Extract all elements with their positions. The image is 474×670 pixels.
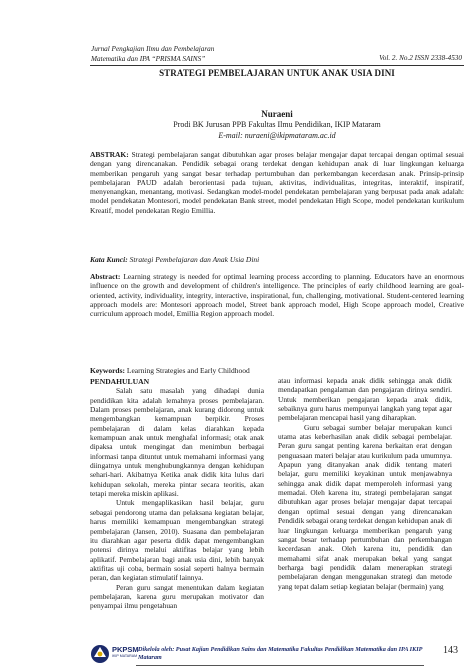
paragraph: Salah satu masalah yang dihadapi dunia pendidikan kita adalah lemahnya proses pembelajaran. Dalam proses pembelajaran, anak kurang didorong untuk mengembangkan kemampuan berpikir. Proses pembelajaran di dalam kelas diarahkan kepada kemampuan anak untuk menghafal informasi; otak anak dipaksa untuk mengingat dan menimbun berbagai informasi tanpa dituntut untuk memahami informasi yang diingatnya untuk menghubungkannya dengan kehidupan sehari-hari. Akibatnya Ketika anak didik kita lulus dari kehidupan sekolah, mereka pintar secara teoritis, akan tetapi mereka miskin aplikasi. (90, 386, 264, 499)
body-column-left (90, 376, 264, 611)
abstrak-text: Strategi pembelajaran sangat dibutuhkan agar proses belajar mengajar dapat tercapai dengan optimal sesuai dengan yang direncanakan. Pendidik sebagai orang terdekat dengan kehidupan anak di luar lingkungan keluarga memberikan pengaruh yang sangat besar terhadap pertumbuhan dan perkembangan kecerdasan anak. Prinsip-prinsip pembelajaran PAUD adalah berorientasi pada tujuan, aktivitas, individualitas, integritas, interaktif, inspiratif, menyenangkan, menantang, motivasi. Sedangkan model-model pendekatan pembelajaran yang berpusat pada anak adalah: model pendekatan Montesori, model pendekatan Bank street, model pendekatan High Scope, model pendekatan kurikulum Kreatif, model pendekatan Regio Emillia. (90, 150, 465, 215)
author-email: E-mail: nuraeni@ikipmataram.ac.id (218, 131, 336, 140)
pkpsm-emblem-icon (90, 643, 110, 665)
keywords-block (90, 366, 464, 375)
footer-note: Dikelola oleh: Pusat Kajian Pendidikan Sains dan Matematika Fakultas Pendidikan Matematika dan IPA IKIP Mataram (138, 646, 423, 661)
paragraph: atau informasi kepada anak didik sehingga anak didik mendapatkan pengalaman dan pengajaran dirinya sendiri. Untuk memberikan pengajaran kepada anak didik, sebaiknya guru harus mempunyai langkah yang tepat agar pembelajaran mencapai hasil yang diharapkan. (278, 376, 452, 423)
journal-header (91, 44, 214, 64)
journal-name-line1: Jurnal Pengkajian Ilmu dan Pembelajaran (91, 45, 215, 53)
kata-kunci-label: Kata Kunci: (90, 255, 128, 264)
abstrak-block (90, 150, 464, 215)
paragraph: Guru sebagai sumber belajar merupakan kunci utama atas keberhasilan anak didik sebagai pembelajar. Peran guru sangat penting karena berkaitan erat dengan penguasaan materi belajar atau kurikulum pada umumnya. Apapun yang ditanyakan anak didik tentang materi belajar, guru memiliki keyakinan untuk menjawabnya sehingga anak didik dapat memperoleh informasi yang memadai. Oleh karena itu, strategi pembelajaran sangat dibutuhkan agar proses belajar mengajar dapat tercapai dengan optimal sesuai dengan yang direncanakan Pendidik sebagai orang terdekat dengan kehidupan anak di luar lingkungan keluarga memberikan pengaruh yang sangat besar terhadap pertumbuhan dan perkembangan kecerdasan anak. Oleh karena itu, pendidik dan memahami sifat anak merupakan bekal yang sangat berharga bagi pendidik dalam menerapkan strategi pembelajaran dengan menggunakan strategi dan metode yang tepat dalam setiap kegiatan belajar (bermain) yang (278, 422, 452, 591)
pkpsm-logo (90, 643, 139, 665)
page-number: 143 (443, 645, 458, 656)
author-affiliation: Prodi BK Jurusan PPB Fakultas Ilmu Pendidikan, IKIP Mataram (173, 120, 381, 129)
article-title: STRATEGI PEMBELAJARAN UNTUK ANAK USIA DINI (159, 68, 395, 78)
kata-kunci-text: Strategi Pembelajaran dan Anak Usia Dini (129, 255, 260, 264)
journal-volume: Vol. 2. No.2 ISSN 2338-4530 (379, 54, 462, 62)
paragraph: Peran guru sangat menentukan dalam kegiatan pembelajaran, karena guru merupakan motivator dan penyampai ilmu pengetahuan (90, 582, 264, 611)
page-footer (90, 643, 464, 669)
author-name: Nuraeni (261, 109, 293, 119)
abstract-block (90, 272, 464, 318)
logo-text: PKPSM (112, 645, 139, 654)
kata-kunci-block (90, 255, 464, 264)
header-rule (90, 65, 464, 66)
abstract-text: Learning strategy is needed for optimal learning process according to planning. Educators have an enormous influence on the growth and development of children's intelligence. The principles of early childhood learning are goal-oriented, activity, individuality, integrity, interactive, inspirational, fun, challenging, motivational. Student-centered learning approach models are: Montesori approach model, Street bank approach model, High Scope approach model, Creative curriculum approach model, Emillia Region approach model. (90, 272, 465, 319)
logo-subtext: IKIP MATARAM (112, 654, 138, 658)
abstract-label: Abstract: (90, 272, 121, 281)
keywords-text: Learning Strategies and Early Childhood (126, 366, 250, 375)
section-heading: PENDAHULUAN (90, 377, 150, 386)
journal-name-line2: Matematika dan IPA “PRISMA SAINS” (91, 55, 206, 63)
abstrak-label: ABSTRAK: (90, 150, 129, 159)
body-column-right (278, 376, 452, 591)
keywords-label: Keywords: (90, 366, 125, 375)
paragraph: Untuk mengaplikasikan hasil belajar, guru sebagai pendorong utama dan pelaksana kegiatan belajar, harus memiliki kemampuan mengembangkan strategi pembelajaran (Jansen, 2010). Suasana dan pembelajaran itu diarahkan agar peserta didik dapat mengembangkan potensi dirinya melalui aktifitas belajar yang lebih aplikatif. Pembelajaran bagi anak usia dini, lebih banyak aktifitas uji coba, bermain sosial seperti halnya bermain peran, dan kegiatan stimulatif lainnya. (90, 498, 264, 583)
